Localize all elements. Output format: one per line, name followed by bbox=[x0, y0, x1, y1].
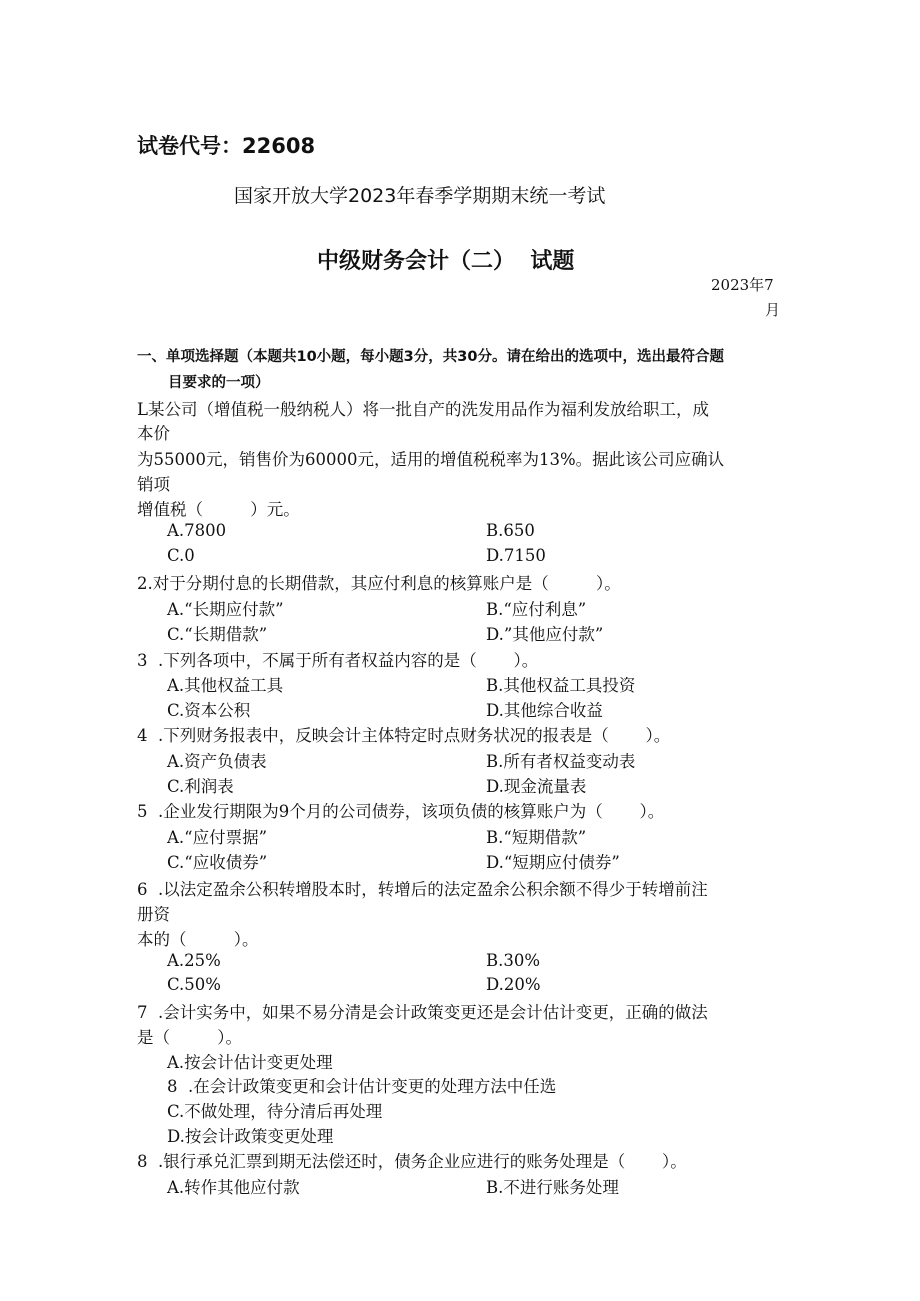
q8-stem: 8 .银行承兑汇票到期无法偿还时，债务企业应进行的账务处理是（ ）。 bbox=[137, 1152, 687, 1171]
q2-option-d: D.”其他应付款” bbox=[486, 625, 604, 644]
q5-option-c: C.“应收债券” bbox=[167, 853, 268, 872]
q4-stem: 4 .下列财务报表中，反映会计主体特定时点财务状况的报表是（ ）。 bbox=[137, 726, 671, 745]
section-heading-line1: 一、单项选择题（本题共10小题，每小题3分，共30分。请在给出的选项中，选出最符合题 bbox=[137, 349, 724, 365]
q2-option-c: C.“长期借款” bbox=[167, 625, 268, 644]
q1-stem-line3: 为55000元，销售价为60000元，适用的增值税税率为13%。据此该公司应确认 bbox=[137, 450, 725, 469]
q1-option-d: D.7150 bbox=[486, 546, 546, 565]
q1-stem-line4: 销项 bbox=[137, 475, 170, 494]
q5-option-d: D.“短期应付债券” bbox=[486, 853, 620, 872]
q5-stem: 5 .企业发行期限为9个月的公司债券，该项负债的核算账户为（ ）。 bbox=[137, 802, 665, 821]
q8-option-a: A.转作其他应付款 bbox=[167, 1178, 300, 1197]
q1-stem-line1: L某公司（增值税一般纳税人）将一批自产的洗发用品作为福利发放给职工，成 bbox=[137, 400, 709, 419]
q4-option-b: B.所有者权益变动表 bbox=[486, 752, 636, 771]
section-heading-line2: 目要求的一项） bbox=[168, 375, 270, 391]
q2-option-b: B.“应付利息” bbox=[486, 600, 587, 619]
q7-stem-line2: 是（ ）。 bbox=[137, 1028, 242, 1047]
q1-stem-line5: 增值税（ ）元。 bbox=[137, 500, 300, 519]
q7-option-d: D.按会计政策变更处理 bbox=[167, 1127, 334, 1146]
exam-date-line1: 2023年7 bbox=[711, 276, 774, 294]
q7-option-a: A.按会计估计变更处理 bbox=[167, 1053, 333, 1072]
q6-stem-line1: 6 .以法定盈余公积转增股本时，转增后的法定盈余公积余额不得少于转增前注 bbox=[137, 880, 708, 899]
q7-option-c: C.不做处理，待分清后再处理 bbox=[167, 1102, 383, 1121]
q6-option-c: C.50% bbox=[167, 975, 221, 994]
q5-option-a: A.“应付票据” bbox=[167, 828, 268, 847]
q7-option-b: 8 .在会计政策变更和会计估计变更的处理方法中任选 bbox=[167, 1077, 557, 1096]
q4-option-d: D.现金流量表 bbox=[486, 777, 587, 796]
q4-option-a: A.资产负债表 bbox=[167, 752, 267, 771]
q6-stem-line3: 本的（ ）。 bbox=[137, 930, 259, 949]
paper-title: 中级财务会计（二） 试题 bbox=[317, 249, 575, 274]
q2-stem: 2.对于分期付息的长期借款，其应付利息的核算账户是（ ）。 bbox=[137, 574, 621, 593]
q4-option-c: C.利润表 bbox=[167, 777, 234, 796]
q3-option-a: A.其他权益工具 bbox=[167, 676, 284, 695]
q5-option-b: B.“短期借款” bbox=[486, 828, 587, 847]
q8-option-b: B.不进行账务处理 bbox=[486, 1178, 619, 1197]
q1-option-c: C.0 bbox=[167, 546, 195, 565]
q6-option-a: A.25% bbox=[167, 951, 221, 970]
q6-option-d: D.20% bbox=[486, 975, 541, 994]
paper-code: 试卷代号：22608 bbox=[137, 134, 316, 158]
q3-option-c: C.资本公积 bbox=[167, 701, 251, 720]
q6-option-b: B.30% bbox=[486, 951, 541, 970]
q1-option-b: B.650 bbox=[486, 521, 535, 540]
q7-stem-line1: 7 .会计实务中，如果不易分清是会计政策变更还是会计估计变更，正确的做法 bbox=[137, 1003, 708, 1022]
q3-option-b: B.其他权益工具投资 bbox=[486, 676, 636, 695]
q6-stem-line2: 册资 bbox=[137, 905, 170, 924]
exam-date-line2: 月 bbox=[765, 301, 781, 319]
q3-stem: 3 .下列各项中，不属于所有者权益内容的是（ ）。 bbox=[137, 651, 539, 670]
q1-option-a: A.7800 bbox=[167, 521, 227, 540]
q3-option-d: D.其他综合收益 bbox=[486, 701, 603, 720]
q2-option-a: A.“长期应付款” bbox=[167, 600, 284, 619]
q1-stem-line2: 本价 bbox=[137, 424, 170, 443]
exam-name: 国家开放大学2023年春季学期期末统一考试 bbox=[234, 185, 606, 207]
